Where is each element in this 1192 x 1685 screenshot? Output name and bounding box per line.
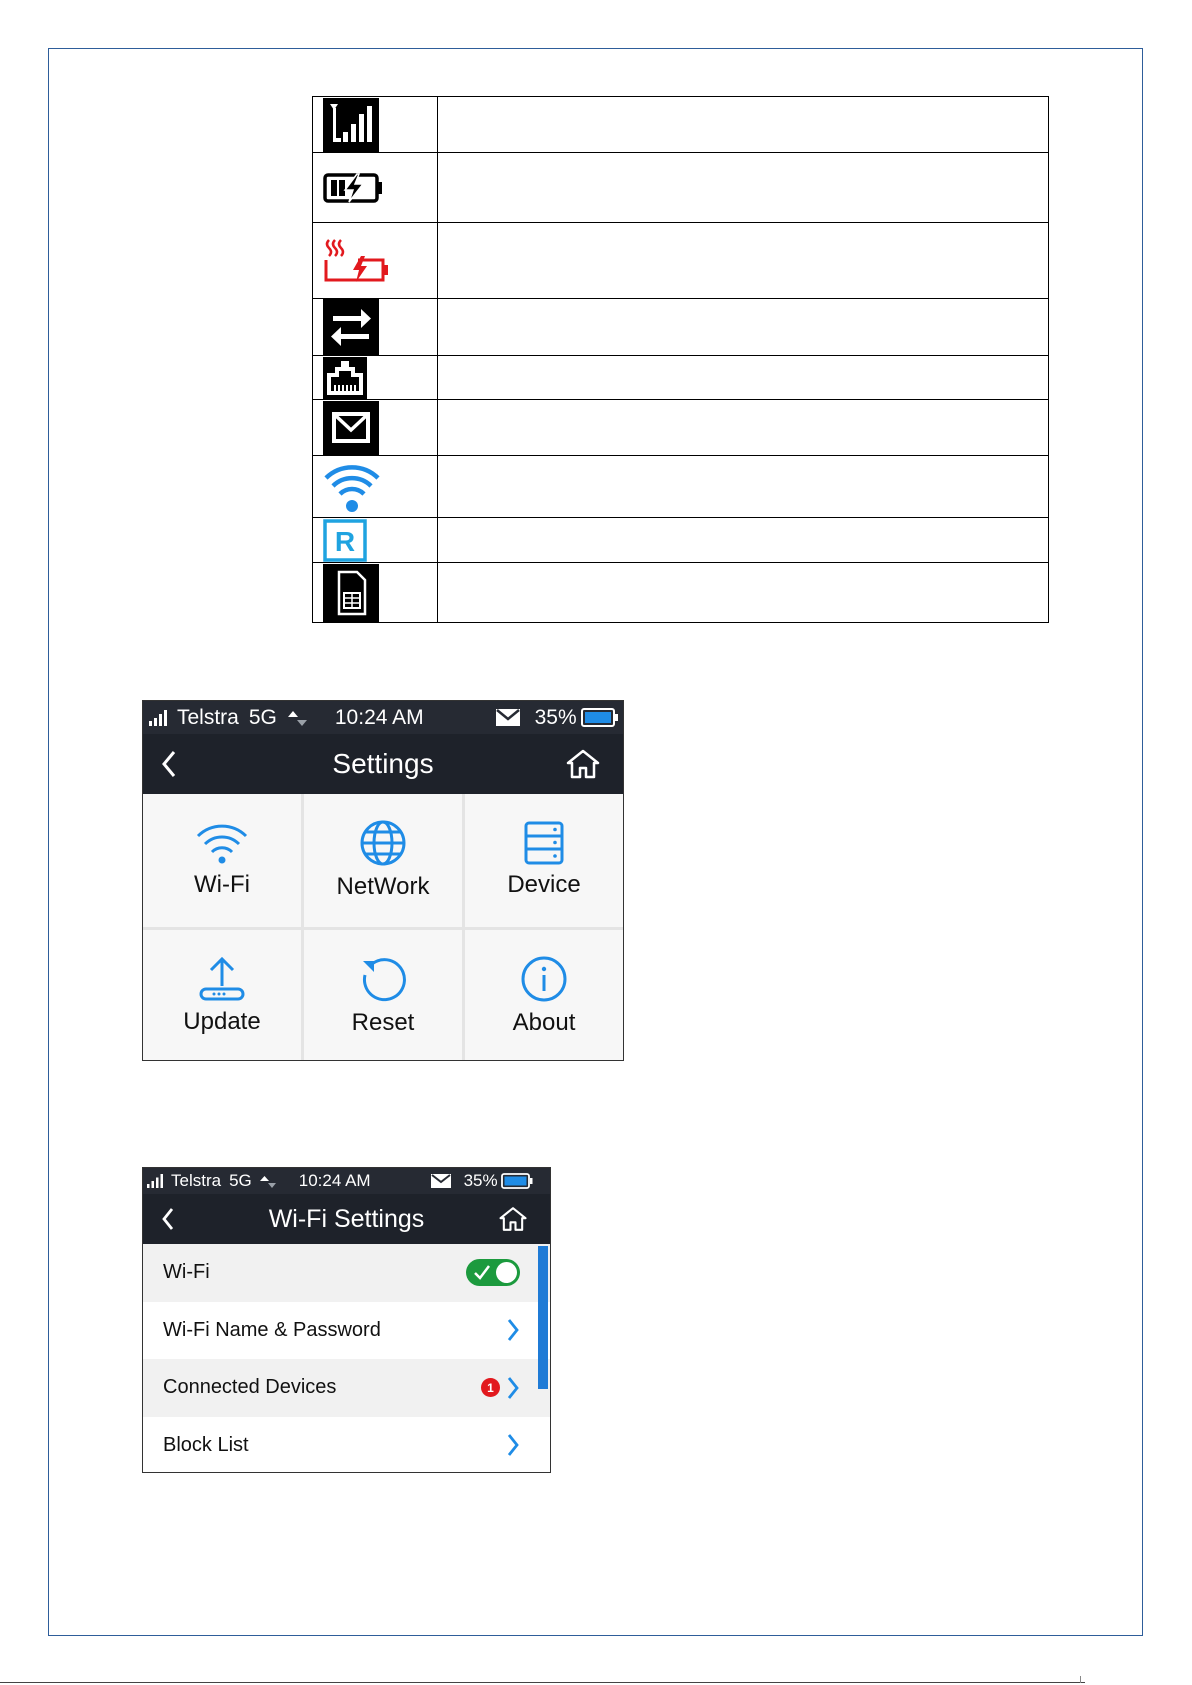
back-icon[interactable] [161, 750, 177, 778]
title-bar [143, 734, 623, 794]
table-row [313, 400, 1049, 456]
footer-tick [1080, 1676, 1081, 1683]
page-title: Settings [332, 748, 434, 779]
battery-charging-icon [323, 171, 385, 205]
network-tile[interactable] [304, 794, 462, 927]
table-cell [438, 400, 1049, 456]
row-label: Wi-Fi [163, 1261, 210, 1284]
settings-grid [143, 794, 623, 1061]
row-label: Wi-Fi Name & Password [163, 1318, 381, 1341]
data-activity-icon [259, 1174, 277, 1189]
chevron-right-icon [506, 1318, 520, 1342]
clock: 10:24 AM [298, 1171, 371, 1190]
toggle-knob [496, 1262, 517, 1283]
wifi-name-password-row[interactable] [143, 1302, 550, 1360]
table-cell [438, 299, 1049, 356]
roaming-icon [323, 519, 367, 562]
wifi-toggle[interactable] [466, 1259, 520, 1286]
info-icon [520, 955, 568, 1003]
status-bar [143, 701, 623, 734]
wifi-icon [195, 821, 249, 865]
page-title: Wi-Fi Settings [268, 1204, 425, 1233]
notification-badge: 1 [481, 1378, 500, 1397]
home-icon[interactable] [565, 748, 601, 780]
chevron-right-icon [506, 1376, 520, 1400]
carrier-name: Telstra [177, 705, 239, 729]
data-activity-icon [286, 709, 308, 727]
scrollbar[interactable] [538, 1246, 548, 1389]
table-row [313, 299, 1049, 356]
message-icon [323, 401, 379, 455]
reset-tile[interactable] [304, 930, 462, 1062]
tile-label: NetWork [336, 873, 430, 901]
table-cell [438, 223, 1049, 299]
message-icon [431, 1174, 451, 1188]
table-row [313, 97, 1049, 153]
wifi-settings-list [143, 1244, 550, 1473]
tile-label: Reset [351, 1008, 415, 1036]
wifi-settings-screen [142, 1167, 551, 1473]
table-cell [438, 518, 1049, 563]
status-bar [143, 1168, 550, 1194]
signal-strength-icon [323, 98, 379, 152]
title-bar [143, 1194, 550, 1244]
upload-icon [198, 956, 246, 1002]
about-tile[interactable] [465, 930, 623, 1062]
settings-screen [142, 700, 624, 1061]
device-icon [523, 821, 565, 865]
connected-devices-row[interactable] [143, 1359, 550, 1417]
wifi-toggle-row [143, 1244, 550, 1302]
tile-label: Wi-Fi [194, 871, 250, 899]
table-cell [438, 356, 1049, 400]
battery-icon [501, 1173, 533, 1189]
table-row [313, 563, 1049, 623]
ethernet-icon [323, 357, 367, 399]
svg-text:R: R [334, 525, 356, 557]
clock: 10:24 AM [334, 705, 424, 729]
table-cell [438, 456, 1049, 518]
table-cell [438, 153, 1049, 223]
table-row [313, 456, 1049, 518]
wifi-tile[interactable] [143, 794, 301, 927]
carrier-name: Telstra [171, 1171, 222, 1190]
home-icon[interactable] [498, 1206, 528, 1233]
signal-icon [149, 710, 169, 726]
battery-icon [581, 708, 619, 727]
wifi-icon [323, 460, 381, 514]
battery-overheat-icon [323, 238, 393, 284]
check-icon [473, 1262, 491, 1282]
data-transfer-icon [323, 299, 379, 355]
message-icon [496, 709, 520, 726]
block-list-row[interactable] [143, 1417, 550, 1474]
reset-icon [359, 955, 407, 1003]
chevron-right-icon [506, 1433, 520, 1457]
battery-percent: 35% [534, 705, 577, 729]
table-row [313, 223, 1049, 299]
table-cell [438, 97, 1049, 153]
signal-icon [147, 1174, 164, 1188]
sim-card-icon [323, 564, 379, 622]
update-tile[interactable] [143, 930, 301, 1062]
table-row [313, 356, 1049, 400]
tile-label: Update [183, 1007, 261, 1035]
network-type: 5G [248, 705, 277, 729]
status-icon-table [312, 96, 1049, 623]
table-cell [438, 563, 1049, 623]
row-label: Block List [163, 1433, 249, 1456]
back-icon[interactable] [161, 1207, 175, 1231]
tile-label: About [512, 1008, 576, 1036]
network-type: 5G [229, 1171, 252, 1190]
globe-icon [359, 819, 407, 867]
footer-rule [0, 1682, 1085, 1683]
table-row [313, 518, 1049, 563]
tile-label: Device [507, 871, 581, 899]
battery-percent: 35% [463, 1171, 498, 1190]
table-row [313, 153, 1049, 223]
device-tile[interactable] [465, 794, 623, 927]
row-label: Connected Devices [163, 1376, 337, 1399]
